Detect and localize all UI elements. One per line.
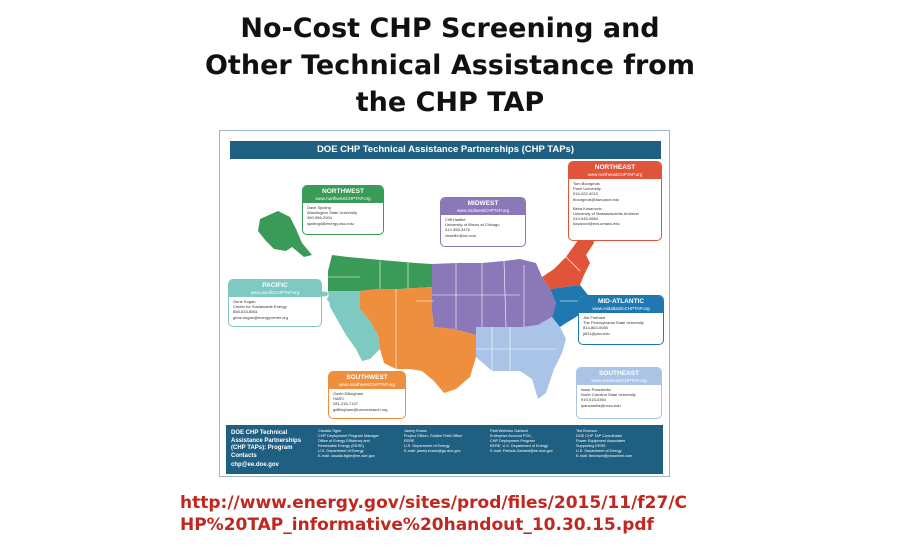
contact-org: Washington State University bbox=[307, 210, 358, 216]
contact-org: University of Illinois at Chicago bbox=[445, 222, 500, 228]
contact-phone: 281-216-7147 bbox=[333, 401, 358, 407]
program-contacts-footer bbox=[226, 425, 663, 474]
contact-phone: 814-863-0083 bbox=[583, 325, 608, 331]
program-contact bbox=[576, 429, 660, 459]
contact-line: Ted Bronson bbox=[576, 429, 598, 433]
contact-email[interactable]: kosanovi@ecs.umass.edu bbox=[573, 221, 620, 227]
contact-name: Gene Kogan bbox=[233, 299, 256, 304]
contact-phone: 858-633-8561 bbox=[233, 309, 258, 315]
program-contact bbox=[318, 429, 402, 459]
contact-email[interactable]: chaefk1@uic.edu bbox=[445, 232, 476, 238]
contact-line: U.S. Department of Energy bbox=[318, 449, 364, 453]
region-box-southeast bbox=[576, 367, 662, 419]
region-box-northeast-header bbox=[569, 162, 661, 179]
contact-name: Tom Bourgeois bbox=[573, 181, 600, 186]
contact-line: U.S. Department of Energy bbox=[404, 444, 450, 448]
contact-line: Project Officer, Golden Field Office bbox=[404, 434, 463, 438]
contact-name: Dave Sjoding bbox=[307, 205, 331, 210]
region-box-pacific-header bbox=[229, 280, 321, 297]
region-name: PACIFIC bbox=[262, 282, 288, 289]
region-name: NORTHEAST bbox=[594, 164, 636, 171]
region-box-southwest-header bbox=[329, 372, 405, 389]
contact-email[interactable]: jdf11@psu.edu bbox=[583, 330, 610, 336]
contact-line: EERE, U.S. Department of Energy bbox=[490, 444, 549, 448]
source-url-line: http://www.energy.gov/sites/prod/files/2015/11/f27/C bbox=[180, 493, 688, 513]
region-midwest-shape bbox=[432, 259, 556, 335]
contact-line: Renewable Energy (EERE) bbox=[318, 444, 365, 448]
program-contact bbox=[490, 429, 574, 454]
region-url-link[interactable]: www.northwestCHPTAP.org bbox=[315, 196, 371, 201]
program-contact bbox=[404, 429, 488, 454]
region-box-northwest bbox=[302, 185, 384, 235]
contact-org: North Carolina State University bbox=[581, 392, 636, 398]
slide-title-line: Other Technical Assistance from bbox=[204, 50, 695, 81]
contact-phone: 919-515-0354 bbox=[581, 397, 606, 403]
contact-line: Power Equipment Associates bbox=[576, 439, 626, 443]
contact-org: The Pennsylvania State University bbox=[583, 320, 644, 326]
region-name: MID-ATLANTIC bbox=[597, 298, 645, 305]
slide-title-line: the CHP TAP bbox=[355, 87, 545, 118]
region-url-link[interactable]: www.midwestCHPTAP.org bbox=[456, 208, 510, 213]
region-name: MIDWEST bbox=[467, 200, 499, 207]
region-box-midwest-header bbox=[441, 198, 525, 215]
contact-phone: 413-545-0684 bbox=[573, 216, 598, 222]
region-url-link[interactable]: www.pacificCHPTAP.org bbox=[250, 290, 300, 295]
region-url-link[interactable]: www.midatlanticCHPTAP.org bbox=[592, 306, 650, 311]
contact-line: CHP Deployment Program bbox=[490, 439, 535, 443]
chp-tap-handout bbox=[219, 130, 670, 477]
region-box-midatlantic-header bbox=[579, 296, 663, 313]
region-box-pacific bbox=[228, 279, 322, 327]
contact-name: Isaac Panzarella bbox=[581, 387, 611, 392]
handout-banner: DOE CHP Technical Assistance Partnerships (CHP TAPs) bbox=[230, 141, 661, 159]
contact-email[interactable]: E-mail: jamey.evans@go.doe.gov bbox=[404, 449, 461, 453]
contact-name: Cliff Haefke bbox=[445, 217, 466, 222]
contact-org: University of Massachusetts Amherst bbox=[573, 211, 639, 217]
contact-line: U.S. Department of Energy bbox=[576, 449, 622, 453]
contact-line: Patti Welesko Garland bbox=[490, 429, 528, 433]
contact-name: Gavin Dillingham bbox=[333, 391, 364, 396]
region-box-northwest-header bbox=[303, 186, 383, 203]
contact-phone: 914-422-4013 bbox=[573, 191, 598, 197]
region-box-northeast bbox=[568, 161, 662, 241]
contact-email[interactable]: gdillingham@harcresearch.org bbox=[333, 406, 388, 412]
region-url-link[interactable]: www.southwestCHPTAP.org bbox=[338, 382, 396, 387]
region-name: SOUTHWEST bbox=[346, 374, 388, 381]
contact-line: CHP Deployment Program Manager bbox=[318, 434, 379, 438]
contact-email[interactable]: tbourgeois@law.pace.edu bbox=[573, 196, 620, 202]
region-name: NORTHWEST bbox=[322, 188, 364, 195]
contact-email[interactable]: E-mail: tbronson@peaonline.com bbox=[576, 454, 633, 458]
contact-email[interactable]: sjodingd@energy.wsu.edu bbox=[307, 220, 354, 226]
region-name: SOUTHEAST bbox=[598, 370, 640, 377]
region-url-link[interactable]: www.northeastCHPTAP.org bbox=[587, 172, 643, 177]
contact-email[interactable]: E-mail: Patricia.Garland@ee.doe.gov bbox=[490, 449, 553, 453]
contact-line: Supporting EERE bbox=[576, 444, 606, 448]
source-url-line: HP%20TAP_informative%20handout_10.30.15.pdf bbox=[180, 515, 654, 535]
slide-title bbox=[150, 10, 750, 121]
contact-name: Jim Freihaut bbox=[583, 315, 606, 320]
region-box-southwest bbox=[328, 371, 406, 419]
contact-name: Beka Kosanovic bbox=[573, 205, 602, 211]
contact-phone: 360-956-2004 bbox=[307, 215, 332, 221]
footer-email-link[interactable]: chp@ee.doe.gov bbox=[231, 462, 279, 468]
contact-org: HARC bbox=[333, 396, 345, 402]
contact-phone: 312-355-3476 bbox=[445, 227, 470, 233]
region-southeast-shape bbox=[476, 317, 566, 399]
contact-line: Claudia Tighe bbox=[318, 429, 342, 433]
region-box-southeast-header bbox=[577, 368, 661, 385]
contact-line: DOE CHP TAP Coordinator bbox=[576, 434, 623, 438]
region-box-midatlantic bbox=[578, 295, 664, 345]
contact-email[interactable]: gene.kogan@energycenter.org bbox=[233, 314, 288, 320]
region-box-midwest bbox=[440, 197, 526, 247]
contact-org: Center for Sustainable Energy bbox=[233, 304, 287, 310]
region-url-link[interactable]: www.southeastCHPTAP.org bbox=[591, 378, 647, 383]
contact-line: Office of Energy Efficiency and bbox=[318, 439, 370, 443]
contact-email[interactable]: ipanzarella@ncsu.edu bbox=[581, 402, 621, 408]
contact-line: Enterprise Account POC, bbox=[490, 434, 533, 438]
contact-org: Pace University bbox=[573, 186, 601, 192]
contact-email[interactable]: E-mail: claudia.tighe@ee.doe.gov bbox=[318, 454, 375, 458]
source-url-link[interactable] bbox=[180, 492, 740, 536]
footer-title: DOE CHP Technical Assistance Partnerships (CHP TAPs): Program Contacts bbox=[231, 430, 302, 459]
slide-title-line: No-Cost CHP Screening and bbox=[240, 13, 660, 44]
contact-line: Jamey Evans bbox=[404, 429, 427, 433]
contact-line: EERE bbox=[404, 439, 415, 443]
